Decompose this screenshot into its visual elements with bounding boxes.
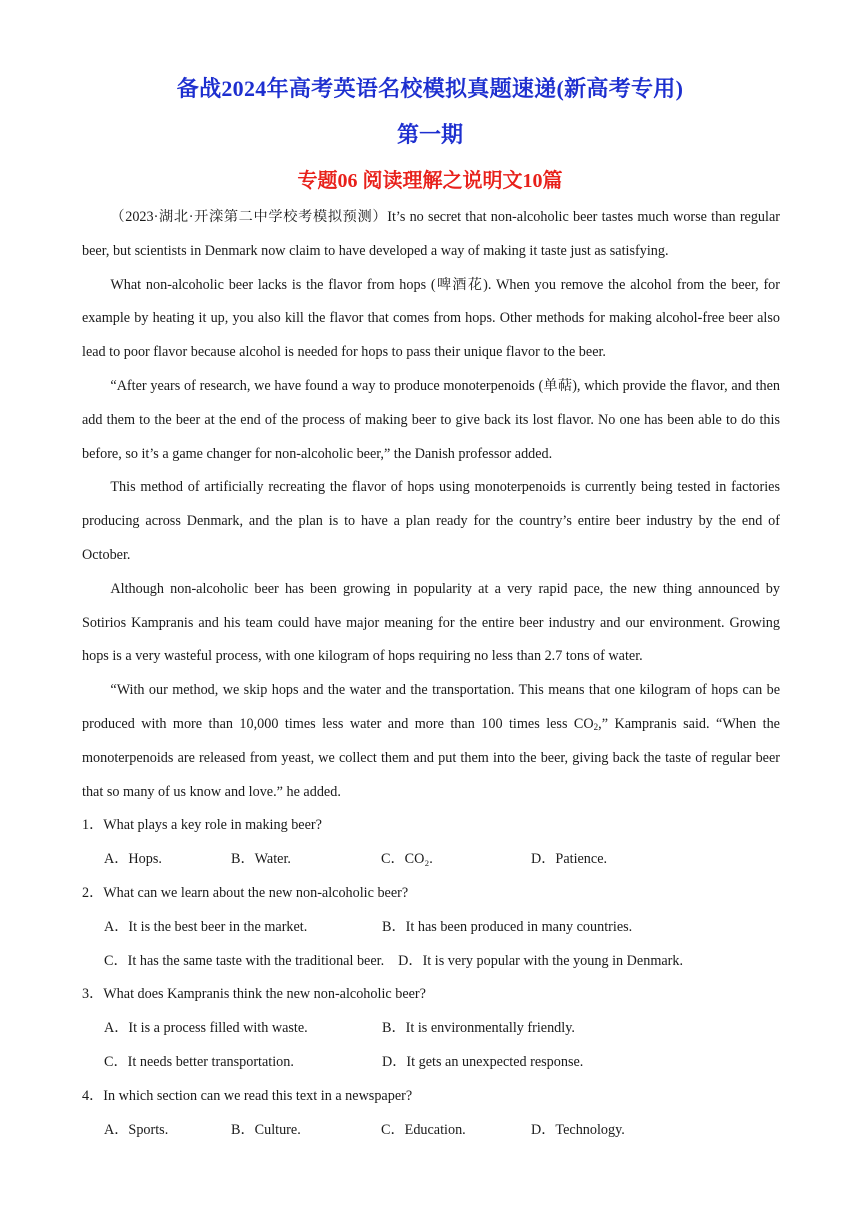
paragraph: What non-alcoholic beer lacks is the flavor from hops (啤酒花). When you remove the alcohol from the beer, for example by heating it up, you also kill the flavor that comes from hops. Other methods for making alcohol-free beer also lead to poor flavor because alcohol is needed for hops to pass their unique flavor to the beer. [82,276,780,361]
question-stem: 2．What can we learn about the new non-alcoholic beer? [82,884,409,901]
paragraph-text: “With our method, we skip hops and the water and the transportation. This means that one kilogram of hops can be produced with more than 10,000 times less water and more than 100 times less CO [82,682,780,732]
paragraph: This method of artificially recreating the flavor of hops using monoterpenoids is currently being tested in factories producing across Denmark, and the plan is to have a plan ready for the country’s entire beer industry by the end of October. [82,479,780,563]
option-c[interactable]: C．CO₂. [381,851,433,868]
option-b[interactable]: B．Water. [231,851,291,868]
option-row [82,1012,780,1046]
paragraph: “After years of research, we have found a way to produce monoterpenoids (单萜), which provide the flavor, and then add them to the beer at the end of the process of making beer to give back its lost flavor. No one has been able to do this before, so it’s a game changer for non-alcoholic beer,” the Danish professor added. [82,377,780,462]
option-b[interactable]: B．Culture. [231,1121,301,1138]
option-c[interactable]: C．It needs better transportation. [104,1053,294,1070]
option-a[interactable]: A．It is a process filled with waste. [104,1020,308,1037]
option-row [82,911,780,945]
question-stem: 1．What plays a key role in making beer? [82,817,322,834]
option-d[interactable]: D．It is very popular with the young in Denmark. [398,952,684,969]
option-b[interactable]: B．It has been produced in many countries. [382,918,633,935]
question-stem: 4．In which section can we read this text in a newspaper? [82,1087,413,1104]
paragraph: （2023·湖北·开滦第二中学校考模拟预测）It’s no secret that non-alcoholic beer tastes much worse than regular beer, but scientists in Denmark now claim to have developed a way of making it taste just as satisfying. [82,209,780,259]
option-d[interactable]: D．Patience. [531,851,608,868]
option-b[interactable]: B．It is environmentally friendly. [382,1020,575,1037]
option-d[interactable]: D．Technology. [531,1121,625,1138]
option-a[interactable]: A．Hops. [104,851,162,868]
option-row [82,843,780,877]
reading-passage [82,201,780,1147]
option-c[interactable]: C．Education. [381,1121,466,1138]
issue-label: 第一期 [396,122,463,147]
topic-heading: 专题06 阅读理解之说明文10篇 [297,170,563,192]
option-row [82,1046,780,1080]
question-stem: 3．What does Kampranis think the new non-alcoholic beer? [82,986,426,1003]
paragraph-text: ,” Kampranis said. “When the monoterpenoids are released from yeast, we collect them and put them into the beer, giving back the taste of regular beer that so many of us know and love.” he added. [82,715,780,800]
option-c[interactable]: C．It has the same taste with the traditional beer. [104,952,385,969]
option-a[interactable]: A．Sports. [104,1121,169,1138]
document-title: 备战2024年高考英语名校模拟真题速递(新高考专用) [176,76,684,101]
option-row [82,1114,780,1148]
option-d[interactable]: D．It gets an unexpected response. [382,1053,584,1070]
option-row [82,945,780,979]
paragraph: Although non-alcoholic beer has been growing in popularity at a very rapid pace, the new thing announced by Sotirios Kampranis and his team could have major meaning for the entire beer industry and our environment. Growing hops is a very wasteful process, with one kilogram of hops requiring no less than 2.7 tons of water. [82,580,780,665]
paragraph [82,674,780,809]
option-a[interactable]: A．It is the best beer in the market. [104,918,308,935]
subscript: 2 [593,721,599,732]
